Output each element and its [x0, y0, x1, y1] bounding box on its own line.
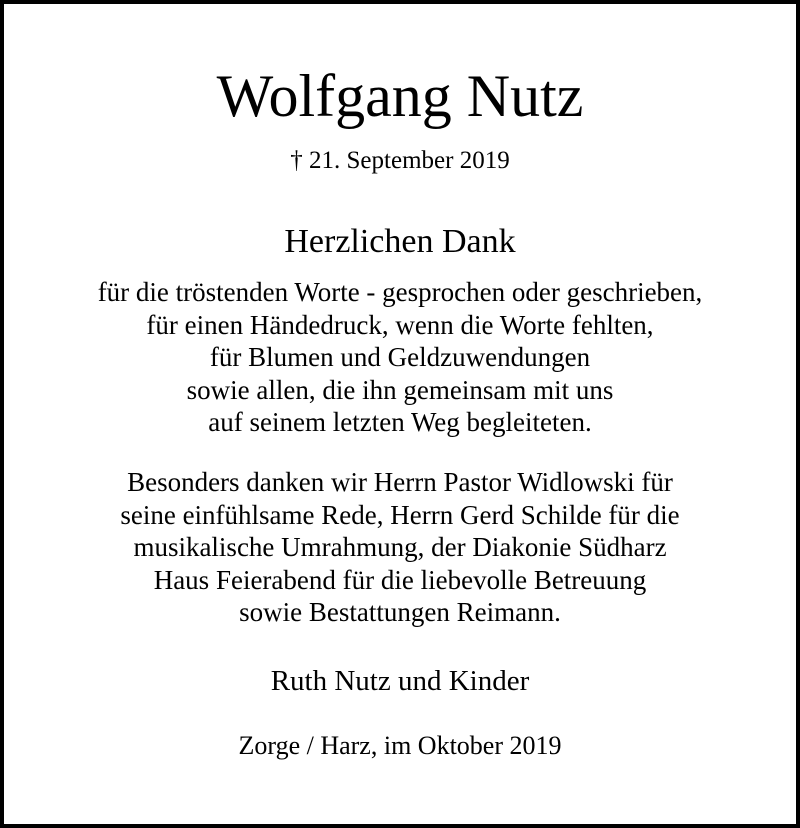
paragraph-line: auf seinem letzten Weg begleiteten.: [208, 407, 592, 437]
paragraph-line: für einen Händedruck, wenn die Worte fehlten,: [146, 309, 654, 340]
paragraph-line: sowie allen, die ihn gemeinsam mit uns: [186, 374, 614, 405]
signers: Ruth Nutz und Kinder: [270, 665, 530, 697]
special-thanks-paragraph: [4, 466, 796, 629]
paragraph-line: Haus Feierabend für die liebevolle Betreuung: [153, 564, 647, 595]
place-and-date: Zorge / Harz, im Oktober 2019: [238, 731, 562, 760]
paragraph-line: für die tröstenden Worte - gesprochen oder geschrieben,: [97, 277, 703, 307]
paragraph-line: sowie Bestattungen Reimann.: [239, 597, 561, 627]
paragraph-line: seine einfühlsame Rede, Herrn Gerd Schilde für die: [120, 499, 680, 530]
thank-you-heading: Herzlichen Dank: [284, 223, 516, 260]
death-date: † 21. September 2019: [290, 147, 510, 174]
thanks-paragraph: [4, 276, 796, 439]
paragraph-line: für Blumen und Geldzuwendungen: [209, 342, 591, 372]
paragraph-line: Besonders danken wir Herrn Pastor Widlowski für: [127, 467, 673, 497]
paragraph-line: musikalische Umrahmung, der Diakonie Südharz: [133, 532, 667, 562]
deceased-name: Wolfgang Nutz: [216, 63, 584, 129]
